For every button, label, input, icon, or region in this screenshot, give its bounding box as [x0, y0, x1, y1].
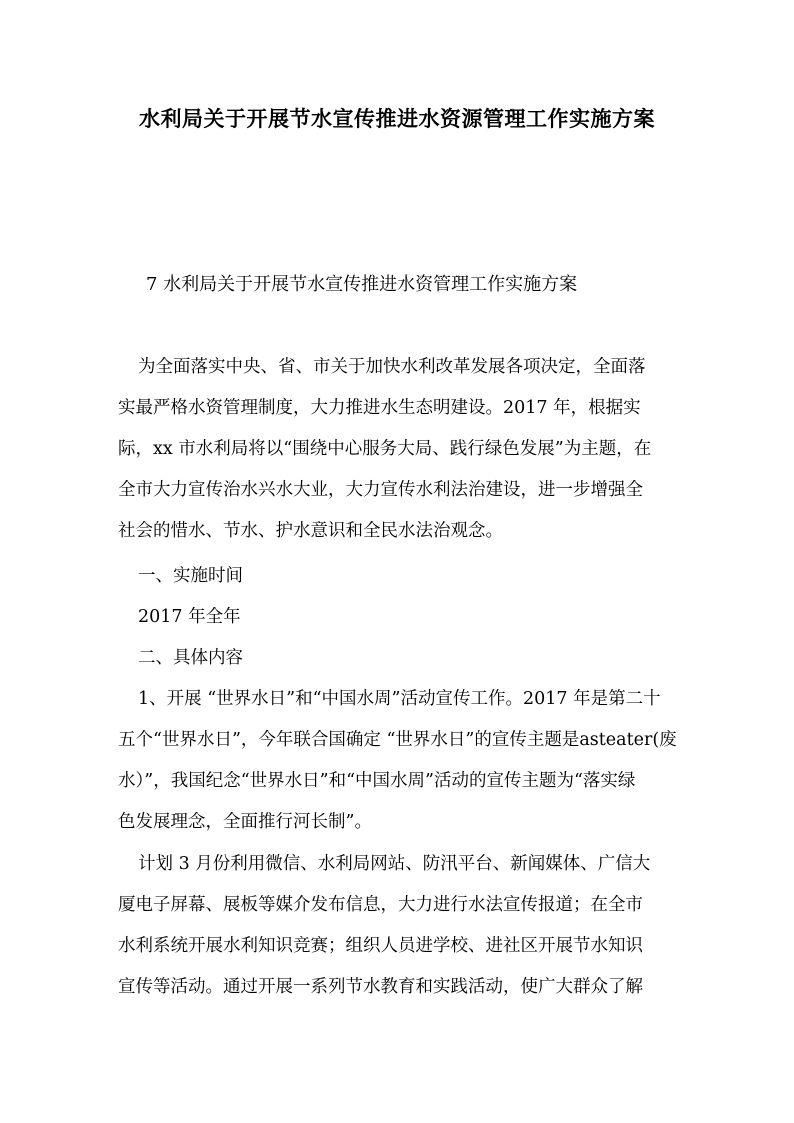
text-line: 际，xx 市水利局将以“围绕中心服务大局、践行绿色发展”为主题，在 — [118, 439, 652, 459]
text-line: 社会的惜水、节水、护水意识和全民水法治观念。 — [118, 521, 503, 541]
text-line: 计划 3 月份利用微信、水利局网站、防汛平台、新闻媒体、广信大 — [138, 854, 651, 874]
document-subtitle: 7 水利局关于开展节水宣传推进水资管理工作实施方案 — [146, 274, 578, 295]
text-line: 水利系统开展水利知识竞赛；组织人员进学校、进社区开展节水知识 — [118, 936, 643, 956]
text-line: 厦电子屏幕、展板等媒介发布信息，大力进行水法宣传报道；在全市 — [118, 895, 643, 915]
heading-text: 一、实施时间 — [138, 566, 243, 586]
text-line: 全市大力宣传治水兴水大业，大力宣传水利法治建设，进一步增强全 — [118, 480, 643, 500]
text-line: 1、开展 “世界水日”和“中国水周”活动宣传工作。2017 年是第二十 — [138, 689, 661, 709]
text-line: 五个“世界水日”，今年联合国确定 “世界水日”的宣传主题是asteater(废 — [118, 730, 677, 750]
paragraph-plan — [118, 844, 676, 1008]
time-text: 2017 年全年 — [138, 607, 241, 627]
time-value — [118, 597, 676, 638]
document-title: 水利局关于开展节水宣传推进水资源管理工作实施方案 — [139, 106, 655, 131]
section-heading-time — [118, 556, 676, 597]
text-line: 水）”，我国纪念“世界水日”和“中国水周”活动的宣传主题为“落实绿 — [118, 771, 636, 791]
heading-text: 二、具体内容 — [138, 648, 243, 668]
text-line: 为全面落实中央、省、市关于加快水利改革发展各项决定，全面落 — [138, 357, 646, 377]
paragraph-intro — [118, 347, 676, 552]
text-line: 实最严格水资管理制度，大力推进水生态明建设。2017 年，根据实 — [118, 398, 641, 418]
paragraph-world-water-day — [118, 679, 676, 843]
section-heading-content — [118, 638, 676, 679]
text-line: 宣传等活动。通过开展一系列节水教育和实践活动，使广大群众了解 — [118, 977, 643, 997]
text-line: 色发展理念，全面推行河长制”。 — [118, 812, 372, 832]
